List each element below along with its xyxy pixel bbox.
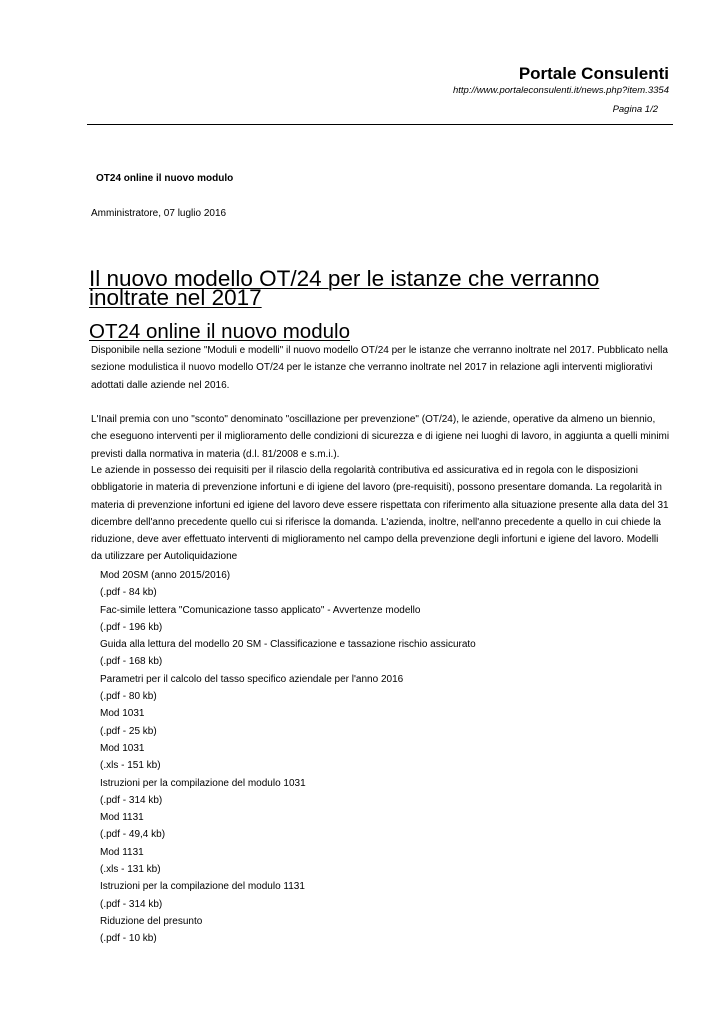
download-item: Mod 1031 bbox=[100, 708, 145, 720]
article-small-title: OT24 online il nuovo modulo bbox=[96, 173, 234, 184]
downloads-list bbox=[100, 567, 476, 948]
download-item: (.pdf - 314 kb) bbox=[100, 898, 163, 910]
download-item: (.pdf - 10 kb) bbox=[100, 933, 157, 945]
download-item: (.pdf - 25 kb) bbox=[100, 725, 157, 737]
download-item: (.pdf - 80 kb) bbox=[100, 691, 157, 703]
download-item: Guida alla lettura del modello 20 SM - Classificazione e tassazione rischio assicurato bbox=[100, 639, 476, 651]
download-item: Mod 1031 bbox=[100, 742, 145, 754]
download-item: Istruzioni per la compilazione del modulo 1031 bbox=[100, 777, 306, 789]
download-item: Mod 20SM (anno 2015/2016) bbox=[100, 570, 231, 581]
download-item: Mod 1131 bbox=[100, 846, 144, 858]
article-subheadline: OT24 online il nuovo modulo bbox=[89, 320, 350, 343]
download-item: (.pdf - 196 kb) bbox=[100, 621, 163, 633]
author-date: Amministratore, 07 luglio 2016 bbox=[91, 208, 227, 219]
header-divider bbox=[87, 124, 673, 125]
body-paragraph-2: Le aziende in possesso dei requisiti per il rilascio della regolarità contributiva ed assicurativa ed in regola con le disposizioni obbligatorie in materia di prevenzione infortuni e di igiene del lavoro (pre-requisiti), possono presentare domanda. La regolarità in materia di prevenzione infortuni ed igiene del lavoro deve essere rispettata con riferimento alla situazione presente alla data del 31 dicembre dell'anno precedente quello cui si riferisce la domanda. L'azienda, inoltre, nell'anno precedente a quello in cui chiede la riduzione, deve aver effettuato interventi di miglioramento nel campo della prevenzione degli infortuni e igiene del lavoro. Modelli da utilizzare per Autoliquidazione bbox=[91, 465, 669, 563]
article-headline: Il nuovo modello OT/24 per le istanze che verranno inoltrate nel 2017 bbox=[89, 266, 600, 310]
download-item: Fac-simile lettera "Comunicazione tasso applicato" - Avvertenze modello bbox=[100, 604, 421, 616]
site-name: Portale Consulenti bbox=[518, 64, 669, 83]
body-paragraph-1: L'Inail premia con uno "sconto" denominato "oscillazione per prevenzione" (OT/24), le aziende, operative da almeno un biennio, che eseguono interventi per il miglioramento delle condizioni di sicurezza e di igiene nei luoghi di lavoro, in aggiunta a quelli minimi previsti dalla normativa in materia (d.l. 81/2008 e s.m.i.). bbox=[91, 414, 670, 460]
page-number: Pagina 1/2 bbox=[612, 104, 658, 115]
page-url: http://www.portaleconsulenti.it/news.php?item.3354 bbox=[453, 85, 669, 96]
download-item: Parametri per il calcolo del tasso specifico aziendale per l'anno 2016 bbox=[100, 673, 404, 685]
download-item: (.pdf - 314 kb) bbox=[100, 794, 163, 806]
download-item: (.pdf - 84 kb) bbox=[100, 587, 157, 599]
download-item: (.pdf - 168 kb) bbox=[100, 656, 163, 668]
intro-paragraph: Disponibile nella sezione "Moduli e modelli" il nuovo modello OT/24 per le istanze che verranno inoltrate nel 2017. Pubblicato nella sezione modulistica il nuovo modello OT/24 per le istanze che verranno inoltrate nel 2017 in relazione agli interventi migliorativi adottati dalle aziende nel 2016. bbox=[91, 345, 668, 391]
download-item: (.pdf - 49,4 kb) bbox=[100, 829, 166, 841]
download-item: Riduzione del presunto bbox=[100, 915, 203, 927]
download-item: (.xls - 151 kb) bbox=[100, 760, 161, 772]
download-item: Istruzioni per la compilazione del modulo 1131 bbox=[100, 881, 305, 893]
download-item: Mod 1131 bbox=[100, 812, 144, 824]
download-item: (.xls - 131 kb) bbox=[100, 864, 161, 876]
